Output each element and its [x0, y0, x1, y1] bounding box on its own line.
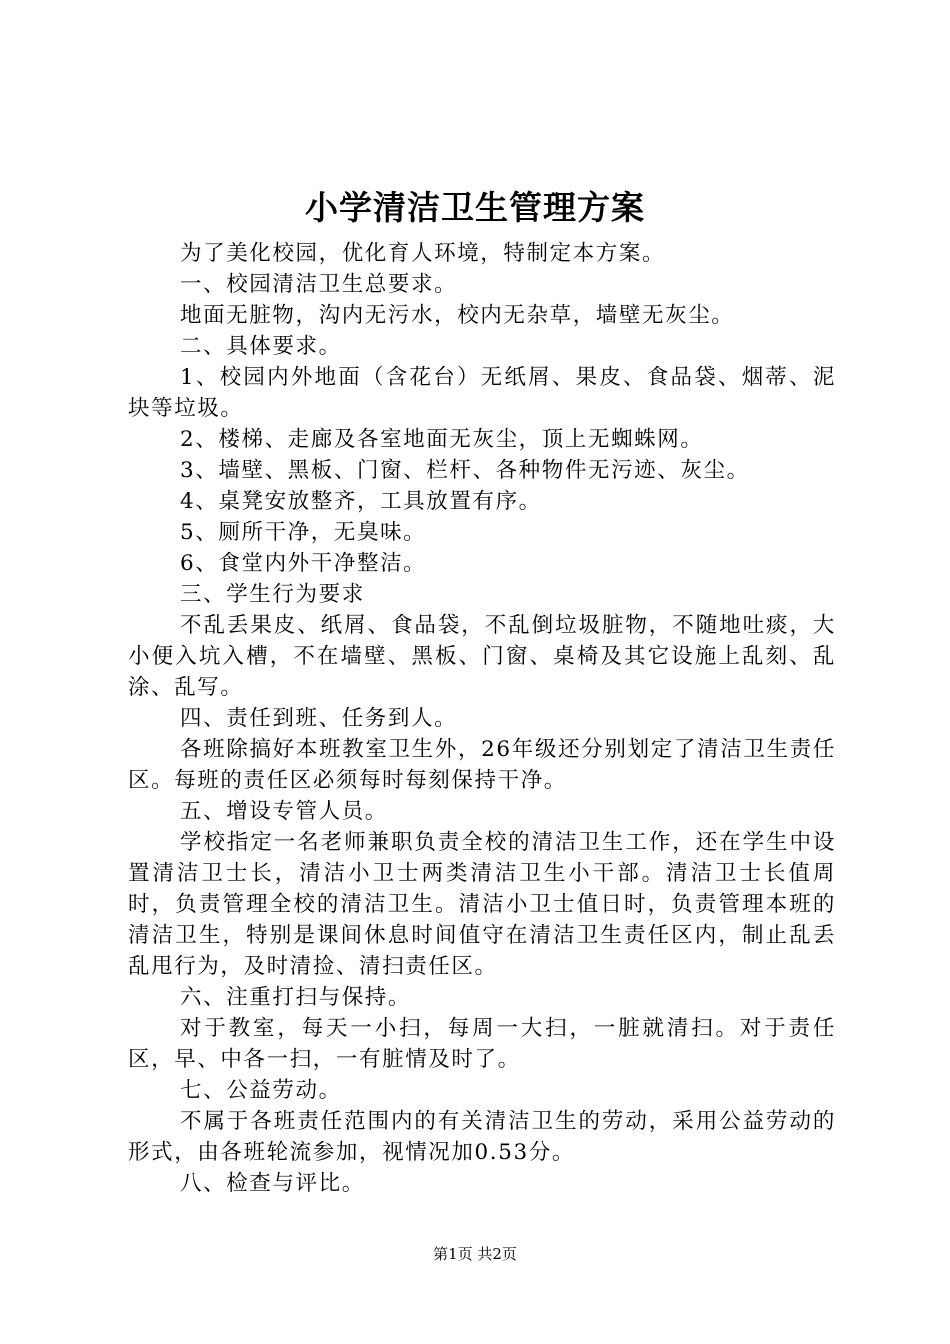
section-heading-3: 三、学生行为要求	[180, 582, 365, 607]
list-item: 4、桌凳安放整齐，工具放置有序。	[180, 489, 542, 514]
list-item: 6、食堂内外干净整洁。	[180, 551, 427, 576]
section-heading-2: 二、具体要求。	[180, 334, 342, 359]
list-item: 3、墙壁、黑板、门窗、栏杆、各种物件无污迹、灰尘。	[180, 458, 750, 483]
paragraph-intro: 为了美化校园，优化育人环境，特制定本方案。	[180, 241, 666, 266]
section-heading-6: 六、注重打扫与保持。	[180, 985, 412, 1010]
section-heading-1: 一、校园清洁卫生总要求。	[180, 272, 458, 297]
section-heading-7: 七、公益劳动。	[180, 1078, 342, 1103]
paragraph: 对于教室，每天一小扫，每周一大扫，一脏就清扫。对于责任区，早、中各一扫，一有脏情及时了。	[128, 1016, 836, 1072]
section-heading-4: 四、责任到班、任务到人。	[180, 706, 458, 731]
list-item: 5、厕所干净，无臭味。	[180, 520, 427, 545]
paragraph: 不乱丢果皮、纸屑、食品袋，不乱倒垃圾脏物，不随地吐痰，大小便入坑入槽，不在墙壁、黑板、门窗、桌椅及其它设施上乱刻、乱涂、乱写。	[128, 613, 836, 700]
document-body	[128, 238, 836, 1199]
paragraph: 学校指定一名老师兼职负责全校的清洁卫生工作，还在学生中设置清洁卫士长，清洁小卫士两类清洁卫生小干部。清洁卫士长值周时，负责管理全校的清洁卫生。清洁小卫士值日时，负责管理本班的清洁卫生，特别是课间休息时间值守在清洁卫生责任区内，制止乱丢乱甩行为，及时清捡、清扫责任区。	[128, 830, 836, 979]
list-item: 2、楼梯、走廊及各室地面无灰尘，顶上无蜘蛛网。	[180, 427, 704, 452]
section-heading-5: 五、增设专管人员。	[180, 799, 388, 824]
section-heading-8: 八、检查与评比。	[180, 1171, 365, 1196]
list-item: 1、校园内外地面（含花台）无纸屑、果皮、食品袋、烟蒂、泥块等垃圾。	[128, 365, 836, 421]
paragraph: 不属于各班责任范围内的有关清洁卫生的劳动，采用公益劳动的形式，由各班轮流参加，视情况加0.53分。	[128, 1109, 836, 1165]
document-title: 小学清洁卫生管理方案	[305, 188, 645, 227]
paragraph: 地面无脏物，沟内无污水，校内无杂草，墙壁无灰尘。	[180, 303, 735, 328]
page-footer: 第1页 共2页	[433, 1245, 517, 1263]
paragraph: 各班除搞好本班教室卫生外，26年级还分别划定了清洁卫生责任区。每班的责任区必须每时每刻保持干净。	[128, 737, 836, 793]
